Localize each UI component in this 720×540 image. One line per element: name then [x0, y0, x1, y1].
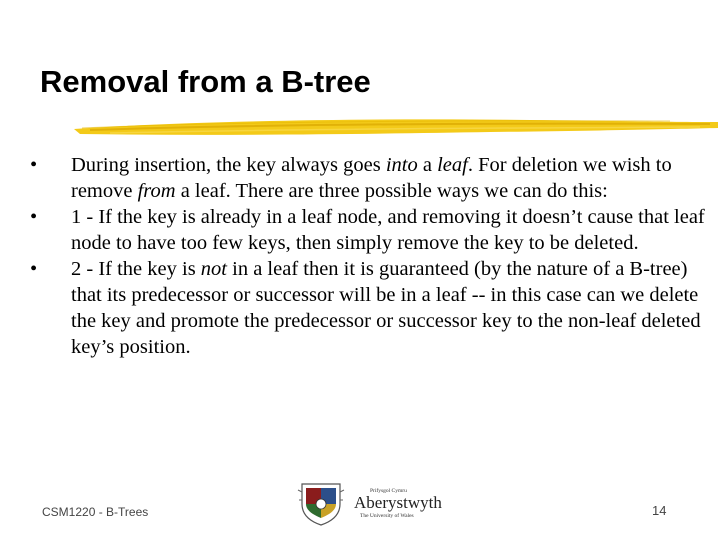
bullet-marker: • [30, 206, 38, 228]
bullet-text: a [417, 154, 438, 176]
logo-sub-line: The University of Wales [360, 513, 414, 519]
bullet-list [30, 152, 710, 360]
bullet-item [30, 152, 710, 204]
slide-title: Removal from a B-tree [40, 64, 371, 99]
crest-icon [296, 480, 346, 526]
bullet-text: in a leaf then it is guaranteed (by the nature of a B-tree) that its predecessor or successor will be in a leaf -- in this case can we delete the key and promote the predecessor or successor key to the non-leaf deleted key’s position. [71, 258, 701, 358]
bullet-marker: • [30, 258, 38, 280]
bullet-text: 1 - If the key is already in a leaf node, and removing it doesn’t cause that leaf node to have too few keys, then simply remove the key to be deleted. [71, 206, 705, 254]
emphasis-text: from [137, 180, 176, 202]
logo-name: Aberystwyth [354, 493, 442, 512]
title-underline-brush-stroke [70, 112, 720, 142]
emphasis-text: into [385, 154, 418, 176]
bullet-text: . For deletion we wish to remove [71, 154, 672, 202]
logo-top-line: Prifysgol Cymru [370, 488, 407, 494]
bullet-text: a leaf. There are three possible ways we can do this: [175, 180, 608, 202]
bullet-item [30, 256, 710, 360]
university-logo [296, 480, 446, 526]
footer-course-label: CSM1220 - B-Trees [42, 505, 149, 519]
emphasis-text: leaf [437, 154, 468, 176]
bullet-text: 2 - If the key is [71, 258, 201, 280]
bullet-text: During insertion, the key always goes [71, 154, 386, 176]
bullet-item [30, 204, 710, 256]
emphasis-text: not [200, 258, 227, 280]
bullet-marker: • [30, 154, 38, 176]
page-number: 14 [652, 503, 667, 518]
